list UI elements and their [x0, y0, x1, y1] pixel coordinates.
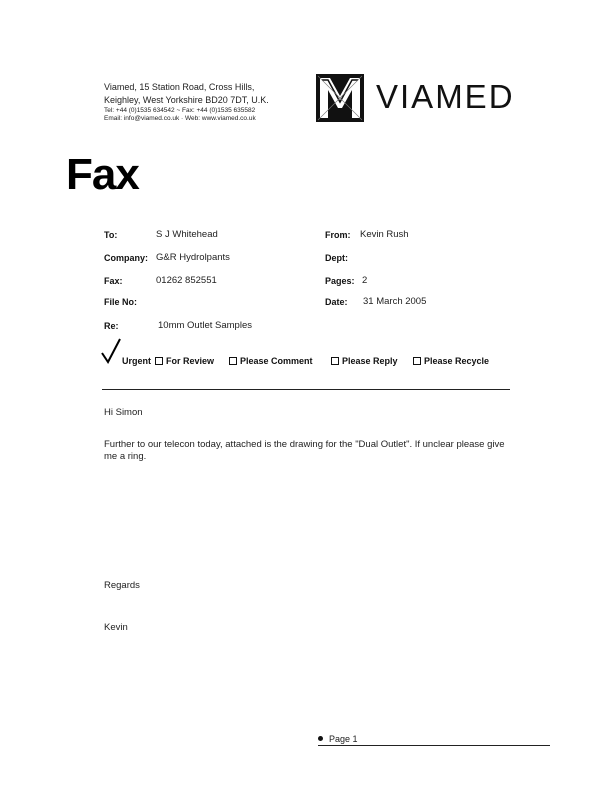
option-please-comment[interactable] [229, 356, 313, 366]
option-please-recycle[interactable] [413, 356, 489, 366]
pages-value: 2 [362, 275, 368, 286]
to-value: S J Whitehead [156, 229, 218, 240]
checkbox-icon [413, 357, 421, 365]
sender-contact-line-1: Tel: +44 (0)1535 634542 ~ Fax: +44 (0)1535 635582 [104, 107, 256, 114]
greeting: Hi Simon [104, 407, 143, 418]
routing-options [0, 348, 612, 368]
page-number: Page 1 [329, 734, 358, 744]
footer-bullet-icon [318, 736, 323, 741]
sender-address-line-2: Keighley, West Yorkshire BD20 7DT, U.K. [104, 95, 269, 105]
checkbox-icon [229, 357, 237, 365]
re-value: 10mm Outlet Samples [158, 320, 252, 331]
message-line-2: me a ring. [104, 451, 147, 462]
viamed-logo [316, 74, 515, 122]
option-for-review[interactable] [155, 356, 214, 366]
option-please-recycle-label: Please Recycle [424, 356, 490, 366]
option-please-comment-label: Please Comment [240, 356, 313, 366]
option-urgent[interactable] [122, 356, 151, 366]
signature: Kevin [104, 622, 128, 633]
page-title: Fax [66, 150, 139, 199]
option-for-review-label: For Review [166, 356, 215, 366]
from-label: From: [325, 230, 351, 240]
option-please-reply-label: Please Reply [342, 356, 398, 366]
checkbox-icon [155, 357, 163, 365]
message-line-1: Further to our telecon today, attached is the drawing for the "Dual Outlet". If unclear please give [104, 439, 505, 450]
date-value: 31 March 2005 [363, 296, 427, 307]
fax-label: Fax: [104, 276, 123, 286]
sender-address-line-1: Viamed, 15 Station Road, Cross Hills, [104, 82, 255, 92]
date-label: Date: [325, 297, 348, 307]
to-label: To: [104, 230, 118, 240]
from-value: Kevin Rush [360, 229, 409, 240]
company-label: Company: [104, 253, 149, 263]
file-no-label: File No: [104, 297, 137, 307]
fax-value: 01262 852551 [156, 275, 217, 286]
checkbox-icon [331, 357, 339, 365]
closing: Regards [104, 580, 140, 591]
re-label: Re: [104, 321, 119, 331]
dept-label: Dept: [325, 253, 348, 263]
pages-label: Pages: [325, 276, 355, 286]
viamed-logo-text: VIAMED [376, 78, 515, 115]
footer-divider [318, 745, 550, 746]
sender-contact-line-2: Email: info@viamed.co.uk · Web: www.viamed.co.uk [104, 115, 256, 122]
viamed-logo-mark-icon [316, 74, 364, 122]
company-value: G&R Hydrolpants [156, 252, 230, 263]
header-divider [102, 389, 510, 390]
option-please-reply[interactable] [331, 356, 398, 366]
option-urgent-label: Urgent [122, 356, 151, 366]
